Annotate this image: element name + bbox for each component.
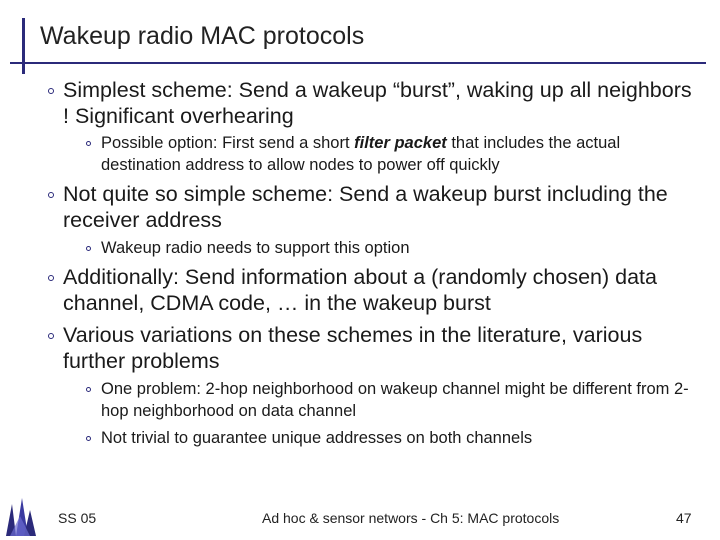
sub-bullet-dot-icon xyxy=(86,436,91,441)
sub-bullet-1 xyxy=(101,132,691,176)
bullet-3 xyxy=(63,264,693,316)
bullet-2-text: Not quite so simple scheme: Send a wakeup burst including the receiver address xyxy=(63,182,668,232)
sub-bullet-4 xyxy=(101,427,691,449)
bullet-dot-icon xyxy=(48,275,54,281)
sub-bullet-3 xyxy=(101,378,691,422)
footer-course: SS 05 xyxy=(58,510,97,526)
footer-title: Ad hoc & sensor networs - Ch 5: MAC protocols xyxy=(262,510,560,526)
sub-bullet-1-text: Possible option: First send a short filter packet that includes the actual destination address to allow nodes to power off quickly xyxy=(101,134,621,174)
sub-bullet-dot-icon xyxy=(86,141,91,146)
sub-bullet-3-text: One problem: 2-hop neighborhood on wakeup channel might be different from 2-hop neighborhood on data channel xyxy=(101,380,689,420)
filter-packet-emphasis: filter packet xyxy=(354,134,447,152)
title-accent-vertical-bar xyxy=(22,18,25,74)
slide-title: Wakeup radio MAC protocols xyxy=(40,22,365,50)
sub-bullet-2-text: Wakeup radio needs to support this option xyxy=(101,239,410,257)
sub-bullet-dot-icon xyxy=(86,387,91,392)
title-underline-bar xyxy=(10,62,706,64)
university-logo-icon xyxy=(2,494,38,538)
bullet-dot-icon xyxy=(48,88,54,94)
bullet-4 xyxy=(63,322,693,374)
bullet-1-text: Simplest scheme: Send a wakeup “burst”, waking up all neighbors ! Significant overhearing xyxy=(63,78,692,128)
bullet-1 xyxy=(63,77,693,129)
bullet-3-text: Additionally: Send information about a (randomly chosen) data channel, CDMA code, … in the wakeup burst xyxy=(63,265,657,315)
footer-page-number: 47 xyxy=(676,510,692,526)
sub-bullet-dot-icon xyxy=(86,246,91,251)
bullet-2 xyxy=(63,181,693,233)
sub-bullet-2 xyxy=(101,237,691,259)
sub-bullet-4-text: Not trivial to guarantee unique addresses on both channels xyxy=(101,429,533,447)
bullet-dot-icon xyxy=(48,333,54,339)
bullet-4-text: Various variations on these schemes in the literature, various further problems xyxy=(63,323,643,373)
bullet-dot-icon xyxy=(48,192,54,198)
